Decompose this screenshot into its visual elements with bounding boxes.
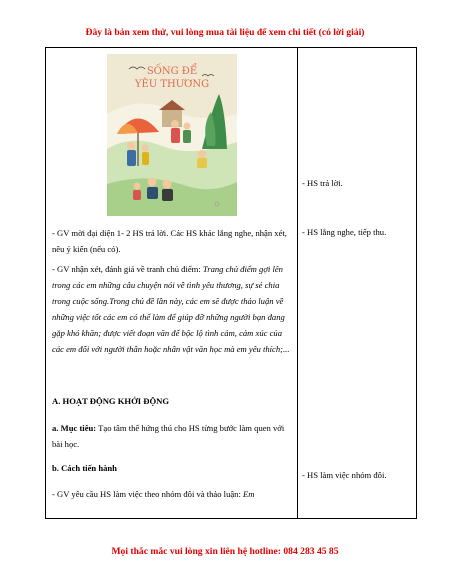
group-work-italic: Em bbox=[243, 489, 255, 499]
paragraph-teacher-feedback bbox=[52, 261, 291, 357]
book-cover-illustration bbox=[107, 54, 237, 216]
feedback-prefix: - GV nhận xét, đánh giá về tranh chủ điểm: bbox=[52, 264, 203, 274]
paragraph-invite-students: - GV mời đại diện 1- 2 HS trả lời. Các HS khác lắng nghe, nhận xét, nêu ý kiến (nếu có). bbox=[52, 228, 287, 254]
student-activities-column bbox=[302, 48, 412, 518]
teacher-activities-column bbox=[52, 48, 291, 518]
paragraph-objective bbox=[52, 420, 291, 452]
student-listen: - HS lắng nghe, tiếp thu. bbox=[302, 227, 387, 237]
student-pair-work: - HS làm việc nhóm đôi. bbox=[302, 470, 387, 480]
section-heading-warmup: A. HOẠT ĐỘNG KHỞI ĐỘNG bbox=[52, 396, 170, 406]
paragraph-group-work bbox=[52, 486, 291, 502]
lesson-table bbox=[45, 47, 417, 519]
procedure-heading: b. Cách tiến hành bbox=[52, 463, 117, 473]
feedback-italic-text: Trang chủ điểm gợi lên trong các em những câu chuyện nói về tình yêu thương, sự sẻ chia trong cuộc sống.Trong chủ đề lần này, các em sẽ được thảo luận về những việc tốt các em có thể làm để giúp đỡ những người bạn đang gặp khó khăn; được viết đoạn văn để bộc lộ tình cảm, cảm xúc của các em đối với người thân hoặc nhân vật văn học mà em yêu thích;... bbox=[52, 264, 290, 354]
objective-text: Tạo tâm thế hứng thú cho HS từng bước làm quen với bài học. bbox=[52, 423, 285, 449]
cover-title-line1: SỐNG ĐỂ bbox=[146, 66, 198, 77]
cover-title-line2: YÊU THƯƠNG bbox=[134, 79, 210, 90]
student-answer: - HS trả lời. bbox=[302, 178, 343, 188]
preview-notice-banner: Đây là bản xem thử, vui lòng mua tài liệu để xem chi tiết (có lời giải) bbox=[85, 27, 365, 38]
group-work-prefix: - GV yêu cầu HS làm việc theo nhóm đôi và thảo luận: bbox=[52, 489, 244, 499]
objective-label: a. Mục tiêu: bbox=[52, 423, 97, 433]
hotline-banner: Mọi thắc mắc vui lòng xin liên hệ hotline: 084 283 45 85 bbox=[111, 546, 339, 557]
column-divider bbox=[297, 48, 298, 518]
